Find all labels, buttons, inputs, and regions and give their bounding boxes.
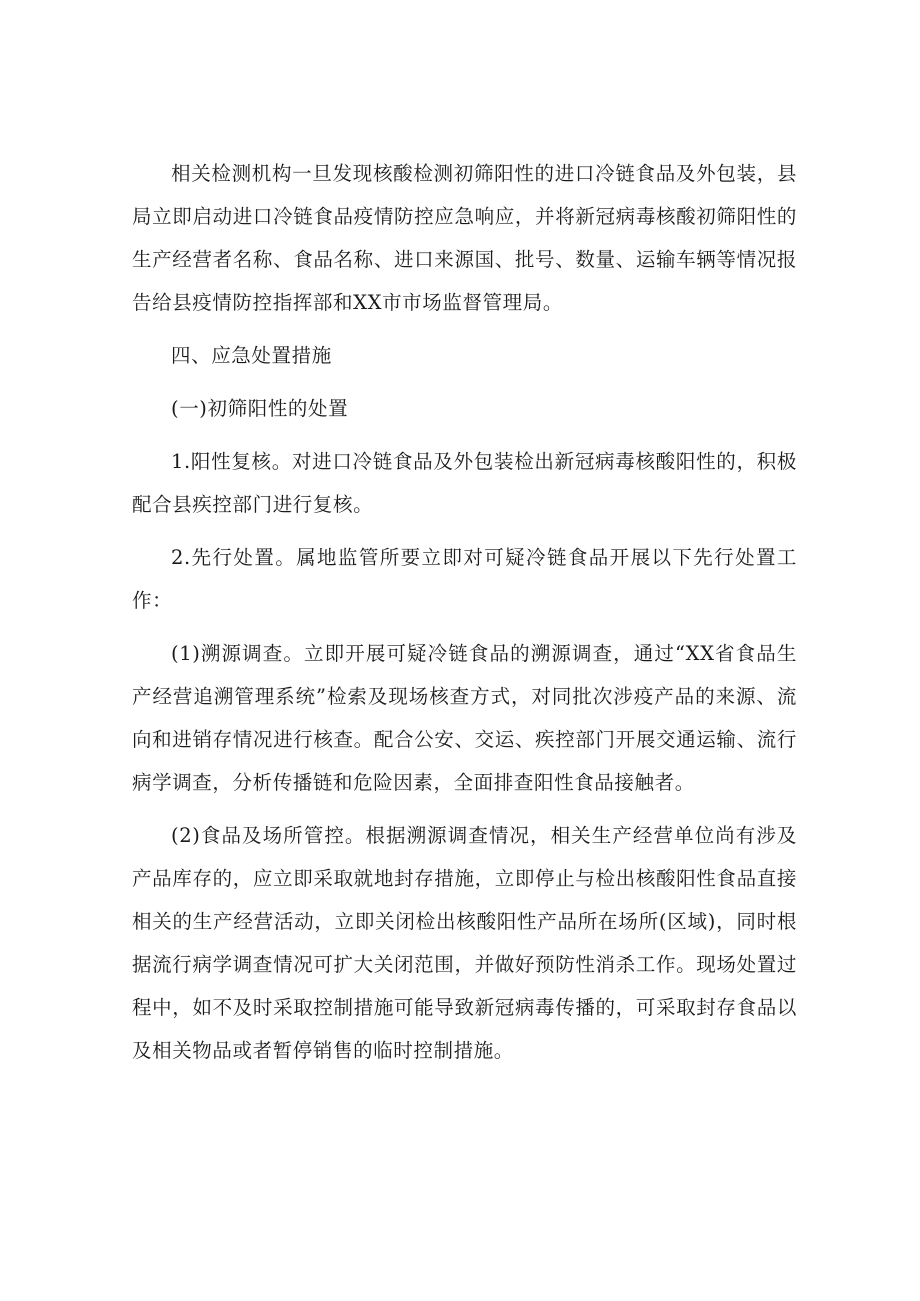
- paragraph-traceability-investigation: (1)溯源调查。立即开展可疑冷链食品的溯源调查，通过“XX省食品生产经营追溯管理系统”检索及现场核查方式，对同批次涉疫产品的来源、流向和进销存情况进行核查。配合公安、交运、疾控部门开展交通运输、流行病学调查，分析传播链和危险因素，全面排查阳性食品接触者。: [132, 642, 797, 794]
- paragraph-intro: 相关检测机构一旦发现核酸检测初筛阳性的进口冷链食品及外包装，县局立即启动进口冷链食品疫情防控应急响应，并将新冠病毒核酸初筛阳性的生产经营者名称、食品名称、进口来源国、批号、数量、运输车辆等情况报告给县疫情防控指挥部和XX市市场监督管理局。: [132, 162, 797, 314]
- subsection-heading-preliminary-positive: (一)初筛阳性的处置: [171, 397, 349, 420]
- document-body: [132, 152, 797, 1082]
- paragraph-preliminary-handling: 2.先行处置。属地监管所要立即对可疑冷链食品开展以下先行处置工作：: [132, 546, 797, 612]
- section-heading-emergency-measures: 四、应急处置措施: [171, 344, 332, 367]
- paragraph-positive-recheck: 1.阳性复核。对进口冷链食品及外包装检出新冠病毒核酸阳性的，积极配合县疾控部门进行复核。: [132, 450, 797, 516]
- paragraph-food-site-control: (2)食品及场所管控。根据溯源调查情况，相关生产经营单位尚有涉及产品库存的，应立即采取就地封存措施，立即停止与检出核酸阳性食品直接相关的生产经营活动，立即关闭检出核酸阳性产品所在场所(区域)，同时根据流行病学调查情况可扩大关闭范围，并做好预防性消杀工作。现场处置过程中，如不及时采取控制措施可能导致新冠病毒传播的，可采取封存食品以及相关物品或者暂停销售的临时控制措施。: [132, 824, 797, 1062]
